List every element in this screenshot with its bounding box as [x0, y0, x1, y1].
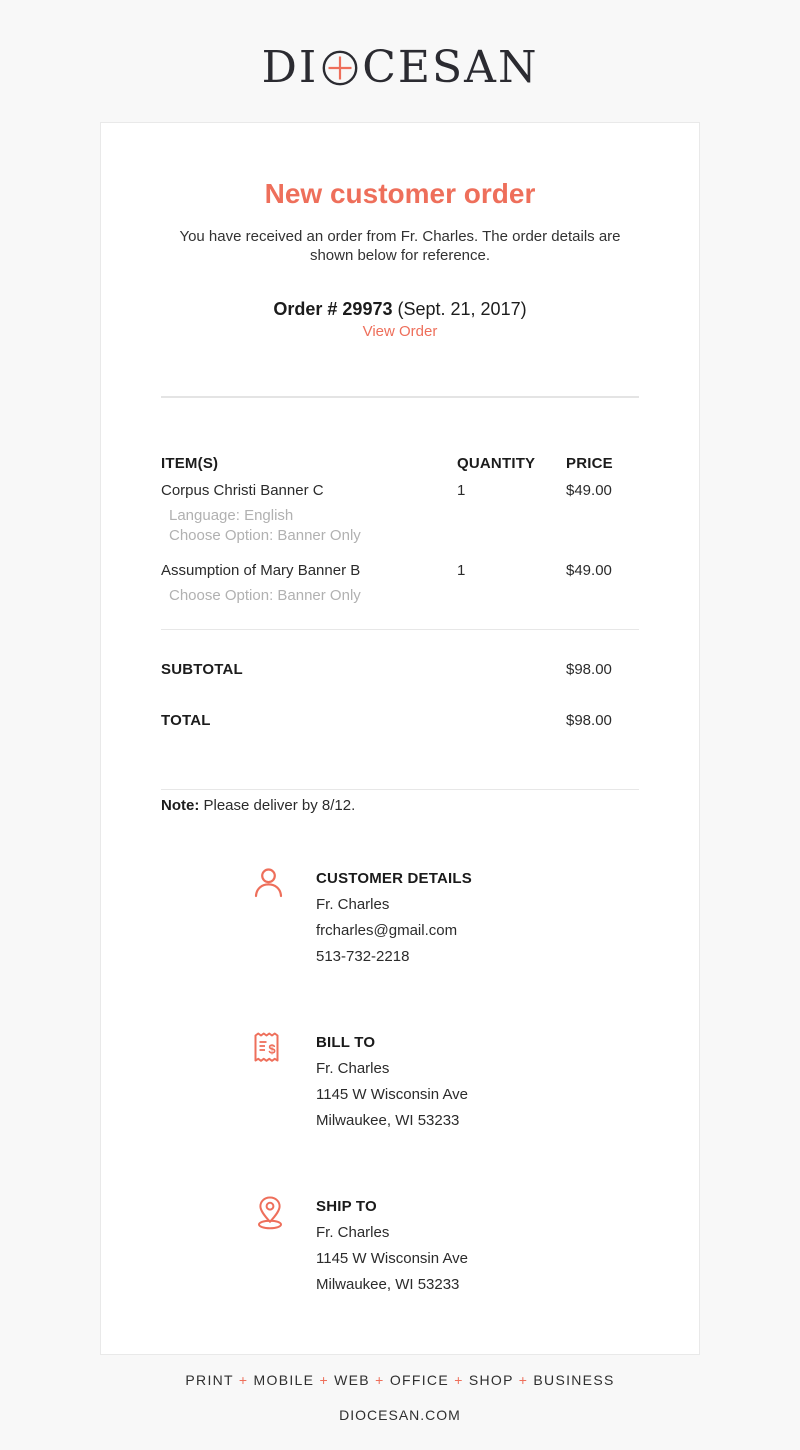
service-label: MOBILE — [253, 1372, 315, 1388]
note-label: Note: — [161, 797, 200, 814]
item-name: Assumption of Mary Banner B — [161, 562, 361, 579]
services-line — [0, 1372, 800, 1388]
order-item-row — [161, 562, 639, 579]
customer-phone: 513-732-2218 — [316, 948, 410, 965]
items-table-header — [161, 455, 639, 472]
service-label: PRINT — [185, 1372, 234, 1388]
intro-text: You have received an order from Fr. Charles. The order details are shown below for reference. — [179, 228, 621, 264]
section-title: SHIP TO — [316, 1198, 377, 1215]
ship-to-street: 1145 W Wisconsin Ave — [316, 1250, 469, 1267]
item-name: Corpus Christi Banner C — [161, 482, 324, 499]
item-option: Choose Option: Banner Only — [169, 587, 361, 604]
service-label: BUSINESS — [533, 1372, 615, 1388]
logo-circle-cross-icon — [321, 49, 359, 87]
order-number: Order # 29973 — [273, 299, 393, 319]
item-option: Language: English — [169, 507, 294, 524]
logo-text-post: CESAN — [362, 42, 539, 93]
subtotal-row — [161, 661, 639, 678]
ship-to-section — [253, 1194, 639, 1298]
divider — [161, 789, 639, 790]
bill-to-city: Milwaukee, WI 53233 — [316, 1112, 460, 1129]
plus-separator: + — [518, 1372, 529, 1388]
subtotal-value: $98.00 — [566, 661, 612, 678]
item-quantity: 1 — [457, 562, 466, 579]
item-options — [161, 506, 639, 546]
page-title: New customer order — [264, 178, 536, 209]
plus-separator: + — [238, 1372, 249, 1388]
total-row — [161, 712, 639, 729]
customer-email: frcharles@gmail.com — [316, 922, 458, 939]
service-label: SHOP — [468, 1372, 514, 1388]
section-title: BILL TO — [316, 1034, 376, 1051]
divider — [161, 396, 639, 398]
col-quantity: QUANTITY — [457, 455, 536, 472]
plus-separator: + — [454, 1372, 464, 1388]
website-link[interactable]: DIOCESAN.COM — [339, 1407, 461, 1423]
total-label: TOTAL — [161, 712, 211, 729]
item-price: $49.00 — [566, 482, 612, 499]
bill-to-section — [253, 1030, 639, 1134]
item-options — [161, 586, 639, 606]
service-label: WEB — [334, 1372, 370, 1388]
bill-to-street: 1145 W Wisconsin Ave — [316, 1086, 469, 1103]
service-label: OFFICE — [389, 1372, 449, 1388]
order-email-card — [100, 122, 700, 1355]
plus-separator: + — [375, 1372, 385, 1388]
total-value: $98.00 — [566, 712, 612, 729]
receipt-icon — [253, 1030, 287, 1134]
ship-to-city: Milwaukee, WI 53233 — [316, 1276, 460, 1293]
brand-logo — [0, 0, 800, 100]
ship-to-name: Fr. Charles — [316, 1224, 390, 1241]
col-items: ITEM(S) — [161, 455, 219, 472]
col-price: PRICE — [566, 455, 613, 472]
item-price: $49.00 — [566, 562, 612, 579]
plus-separator: + — [319, 1372, 329, 1388]
order-date: (Sept. 21, 2017) — [397, 299, 527, 319]
bill-to-name: Fr. Charles — [316, 1060, 390, 1077]
subtotal-label: SUBTOTAL — [161, 661, 243, 678]
item-quantity: 1 — [457, 482, 466, 499]
order-note — [161, 797, 639, 814]
customer-details-section — [253, 866, 639, 970]
divider — [161, 629, 639, 630]
email-footer — [0, 1372, 800, 1425]
map-pin-icon — [253, 1194, 287, 1298]
customer-name: Fr. Charles — [316, 896, 390, 913]
item-option: Choose Option: Banner Only — [169, 527, 361, 544]
logo-text-pre: DI — [261, 42, 319, 93]
person-icon — [253, 866, 287, 970]
note-text: Please deliver by 8/12. — [203, 797, 356, 814]
view-order-link[interactable]: View Order — [362, 323, 438, 340]
svg-text:$: $ — [268, 1041, 276, 1057]
order-item-row — [161, 482, 639, 499]
order-number-line — [161, 299, 639, 320]
section-title: CUSTOMER DETAILS — [316, 870, 472, 887]
